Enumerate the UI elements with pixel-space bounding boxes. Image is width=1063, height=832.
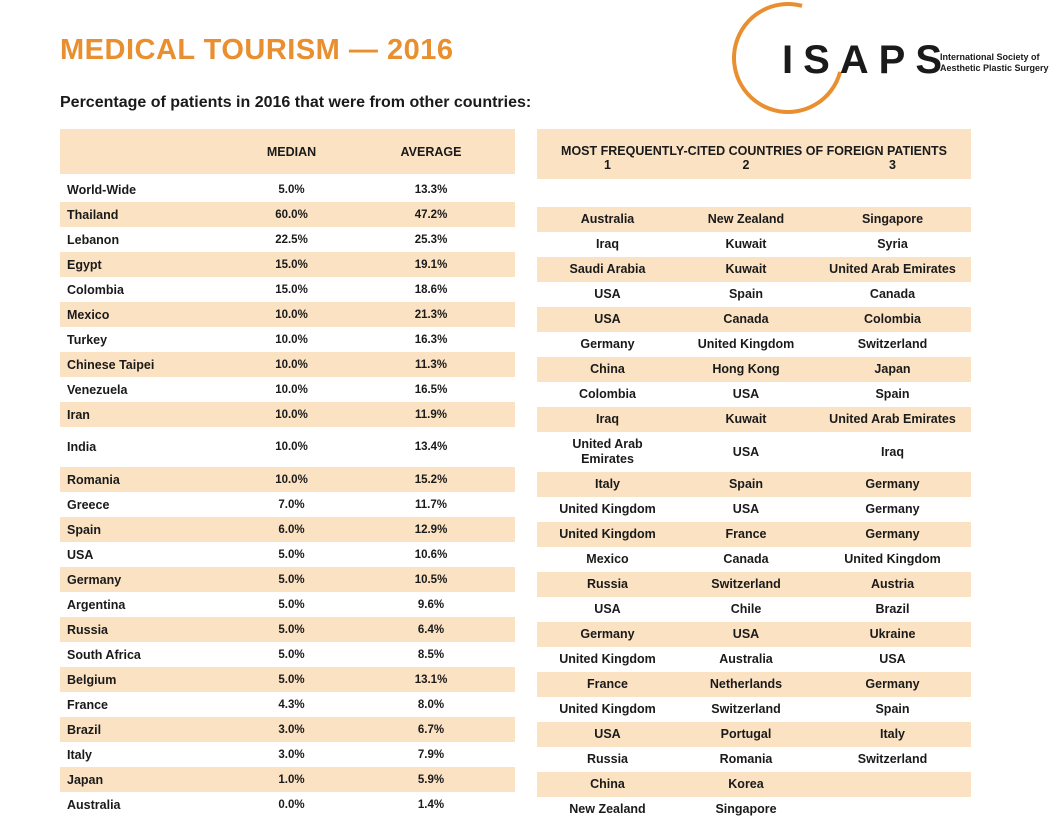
foreign-country-3: Japan [814, 357, 971, 382]
foreign-country-2 [678, 182, 814, 207]
foreign-country-3: Germany [814, 472, 971, 497]
median-value: 6.0% [214, 517, 347, 542]
country-name: Spain [60, 517, 214, 542]
average-value: 15.2% [347, 467, 515, 492]
table-row [60, 252, 515, 277]
average-value: 7.9% [417, 748, 445, 761]
foreign-country-3: Spain [875, 702, 910, 716]
header-rank-1: 1 [537, 158, 678, 179]
foreign-country-1: Russia [587, 752, 628, 766]
header-foreign-countries: MOST FREQUENTLY-CITED COUNTRIES OF FOREIGN PATIENTS [537, 129, 971, 158]
table-row [60, 467, 515, 492]
table-row [537, 522, 971, 547]
table-row [537, 747, 971, 772]
average-value: 21.3% [347, 302, 515, 327]
country-name: Mexico [60, 302, 214, 327]
average-value: 12.9% [347, 517, 515, 542]
country-name: USA [67, 547, 94, 562]
table-row [60, 517, 515, 542]
foreign-country-1: Mexico [586, 552, 629, 566]
foreign-country-2: Kuwait [678, 257, 814, 282]
header-country [60, 129, 214, 174]
table-row [537, 647, 971, 672]
foreign-country-1: Germany [580, 337, 635, 351]
foreign-country-1: USA [537, 307, 678, 332]
foreign-country-2: USA [732, 502, 760, 516]
average-value: 13.3% [414, 183, 448, 196]
foreign-country-2: Switzerland [711, 702, 781, 716]
foreign-country-3: Austria [814, 572, 971, 597]
median-value: 3.0% [214, 717, 347, 742]
table-row [60, 227, 515, 252]
table-row [537, 697, 971, 722]
foreign-country-2: Kuwait [725, 237, 767, 251]
foreign-country-3: Switzerland [857, 337, 928, 351]
foreign-country-3: United Kingdom [844, 552, 941, 566]
median-value: 10.0% [214, 467, 347, 492]
median-value: 5.0% [278, 648, 305, 661]
median-value: 10.0% [214, 402, 347, 427]
foreign-country-1: United Kingdom [559, 502, 656, 516]
foreign-country-3: Italy [814, 722, 971, 747]
foreign-country-2: Singapore [715, 802, 777, 816]
median-value: 3.0% [278, 748, 305, 761]
median-value: 10.0% [275, 333, 308, 346]
foreign-country-2: Hong Kong [678, 357, 814, 382]
foreign-country-1: USA [594, 602, 621, 616]
table-row [537, 307, 971, 332]
foreign-country-2: Portugal [678, 722, 814, 747]
foreign-country-3: Germany [865, 502, 920, 516]
foreign-country-2: Netherlands [678, 672, 814, 697]
foreign-country-1: Germany [537, 622, 678, 647]
foreign-country-1: Iraq [596, 237, 619, 251]
foreign-country-3 [814, 772, 971, 797]
average-value: 11.7% [415, 498, 447, 511]
median-value: 15.0% [275, 283, 308, 296]
foreign-country-3: Colombia [814, 307, 971, 332]
foreign-country-3: Brazil [875, 602, 910, 616]
median-value: 22.5% [275, 233, 308, 246]
logo-subtext: International Society of Aesthetic Plastic Surgery [940, 52, 1049, 73]
page-subtitle: Percentage of patients in 2016 that were from other countries: [60, 94, 532, 111]
country-name: Belgium [60, 667, 214, 692]
median-value: 10.0% [275, 441, 308, 453]
table-row [60, 327, 515, 352]
average-value: 16.3% [414, 333, 448, 346]
table-row [60, 277, 515, 302]
table-row [60, 542, 515, 567]
table-row [537, 497, 971, 522]
table-row [60, 592, 515, 617]
table-row [537, 407, 971, 432]
table-row [60, 492, 515, 517]
table-row [537, 772, 971, 797]
table-row [60, 767, 515, 792]
foreign-patients-table [537, 129, 971, 822]
median-average-table [60, 129, 515, 817]
foreign-country-2: Korea [678, 772, 814, 797]
country-name: France [67, 697, 108, 712]
country-name: Germany [60, 567, 214, 592]
foreign-country-1: Italy [537, 472, 678, 497]
table-row [537, 207, 971, 232]
foreign-country-3 [814, 182, 971, 207]
foreign-country-2: France [678, 522, 814, 547]
table-row [60, 642, 515, 667]
foreign-country-2: Switzerland [678, 572, 814, 597]
table-row [537, 722, 971, 747]
table-row [60, 567, 515, 592]
foreign-country-3 [814, 797, 971, 822]
average-value: 6.7% [347, 717, 515, 742]
median-value: 60.0% [214, 202, 347, 227]
table-row [60, 617, 515, 642]
table-row [537, 672, 971, 697]
logo-text: ISAPS [782, 38, 953, 82]
average-value: 10.6% [414, 548, 448, 561]
foreign-country-3: Syria [877, 237, 908, 251]
table-row [537, 357, 971, 382]
table-row [537, 472, 971, 497]
header-rank-3: 3 [814, 158, 971, 179]
page-title: MEDICAL TOURISM — 2016 [60, 34, 454, 66]
foreign-country-3: Iraq [881, 444, 904, 459]
median-value: 15.0% [214, 252, 347, 277]
table-row [537, 572, 971, 597]
table-row [60, 427, 515, 467]
header-rank-2: 2 [678, 158, 814, 179]
foreign-country-2: United Kingdom [697, 337, 795, 351]
foreign-country-2: USA [678, 622, 814, 647]
average-value: 16.5% [414, 383, 448, 396]
table-row [537, 182, 971, 207]
table-row [60, 302, 515, 327]
table-row [60, 692, 515, 717]
foreign-country-2: USA [732, 387, 760, 401]
median-value: 10.0% [275, 383, 308, 396]
foreign-country-3: Singapore [814, 207, 971, 232]
foreign-country-1: Colombia [579, 387, 636, 401]
country-name: Greece [67, 497, 110, 512]
header-average: AVERAGE [347, 129, 515, 174]
foreign-country-3: Germany [814, 522, 971, 547]
foreign-country-1: Saudi Arabia [537, 257, 678, 282]
median-value: 5.0% [214, 667, 347, 692]
table-row [537, 382, 971, 407]
foreign-country-1: Iraq [537, 407, 678, 432]
table-row [60, 202, 515, 227]
country-name: Japan [60, 767, 214, 792]
foreign-country-1: United Kingdom [559, 702, 656, 716]
average-value: 5.9% [347, 767, 515, 792]
country-name: India [67, 440, 97, 454]
country-name: Brazil [60, 717, 214, 742]
foreign-country-3: United Arab Emirates [814, 407, 971, 432]
foreign-country-1: China [537, 772, 678, 797]
table-row [537, 282, 971, 307]
average-value: 25.3% [414, 233, 448, 246]
country-name: Italy [67, 747, 93, 762]
foreign-country-2: USA [732, 444, 760, 459]
foreign-country-2: Canada [723, 552, 769, 566]
country-name: Thailand [60, 202, 214, 227]
average-value: 13.4% [414, 441, 448, 453]
table-row [537, 597, 971, 622]
table-row [60, 792, 515, 817]
country-name: Iran [60, 402, 214, 427]
average-value: 47.2% [347, 202, 515, 227]
table-row [60, 667, 515, 692]
country-name: South Africa [67, 647, 141, 662]
foreign-country-3: Ukraine [814, 622, 971, 647]
table-row [537, 622, 971, 647]
median-value: 4.3% [278, 698, 305, 711]
header-median: MEDIAN [214, 129, 347, 174]
average-value: 6.4% [347, 617, 515, 642]
foreign-country-1: China [537, 357, 678, 382]
average-value: 9.6% [417, 598, 445, 611]
foreign-country-2: Kuwait [678, 407, 814, 432]
table-row [537, 547, 971, 572]
foreign-country-1: New Zealand [569, 802, 646, 816]
country-name: Romania [60, 467, 214, 492]
median-value: 5.0% [214, 617, 347, 642]
median-value: 5.0% [278, 598, 305, 611]
country-name: Russia [60, 617, 214, 642]
median-value: 7.0% [278, 498, 305, 511]
foreign-country-2: Spain [728, 287, 764, 301]
foreign-country-1: Australia [537, 207, 678, 232]
average-value: 10.5% [347, 567, 515, 592]
table-row [60, 352, 515, 377]
foreign-country-2: Canada [678, 307, 814, 332]
table-row [60, 742, 515, 767]
foreign-country-2: Romania [719, 752, 773, 766]
foreign-country-3: Germany [814, 672, 971, 697]
table-row [537, 232, 971, 257]
table-row [60, 177, 515, 202]
average-value: 8.5% [417, 648, 445, 661]
foreign-country-1: Russia [537, 572, 678, 597]
foreign-country-3: USA [879, 652, 906, 666]
country-name: Colombia [67, 282, 124, 297]
foreign-country-3: United Arab Emirates [814, 257, 971, 282]
country-name: World-Wide [67, 182, 137, 197]
median-value: 5.0% [278, 548, 305, 561]
country-name: Australia [67, 797, 121, 812]
foreign-country-2: New Zealand [678, 207, 814, 232]
foreign-country-3: Spain [875, 387, 910, 401]
average-value: 18.6% [414, 283, 448, 296]
average-value: 11.3% [347, 352, 515, 377]
average-value: 19.1% [347, 252, 515, 277]
foreign-country-3: Switzerland [857, 752, 928, 766]
average-value: 13.1% [347, 667, 515, 692]
average-value: 1.4% [417, 798, 445, 811]
country-name: Turkey [67, 332, 108, 347]
country-name: Argentina [67, 597, 126, 612]
average-value: 8.0% [417, 698, 445, 711]
table-row [60, 717, 515, 742]
country-name: Egypt [60, 252, 214, 277]
average-value: 11.9% [347, 402, 515, 427]
table-row [60, 377, 515, 402]
table-row [537, 432, 971, 472]
foreign-country-1 [537, 182, 678, 207]
foreign-country-1: United Kingdom [537, 522, 678, 547]
foreign-country-1: USA [537, 722, 678, 747]
foreign-country-1: France [537, 672, 678, 697]
foreign-country-2: Australia [719, 652, 773, 666]
isaps-logo [730, 2, 1060, 120]
foreign-country-3: Canada [869, 287, 916, 301]
median-value: 10.0% [214, 302, 347, 327]
median-value: 5.0% [278, 183, 305, 196]
foreign-country-1: USA [594, 287, 621, 301]
median-value: 10.0% [214, 352, 347, 377]
foreign-country-1: United Kingdom [559, 652, 656, 666]
median-value: 5.0% [214, 567, 347, 592]
country-name: Lebanon [67, 232, 120, 247]
foreign-country-2: Spain [678, 472, 814, 497]
table-row [537, 797, 971, 822]
table-row [537, 257, 971, 282]
foreign-country-2: Chile [730, 602, 762, 616]
foreign-country-1: United Arab Emirates [572, 437, 643, 466]
median-value: 1.0% [214, 767, 347, 792]
country-name: Chinese Taipei [60, 352, 214, 377]
table-row [537, 332, 971, 357]
median-value: 0.0% [278, 798, 305, 811]
table-row [60, 402, 515, 427]
country-name: Venezuela [67, 382, 128, 397]
